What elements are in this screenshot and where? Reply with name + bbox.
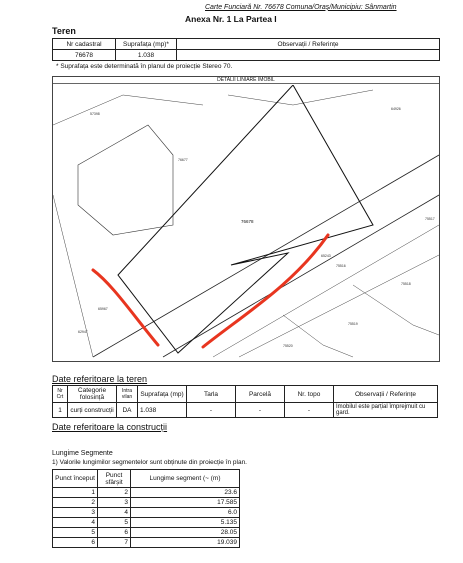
cell-length: 23.6 bbox=[131, 488, 240, 498]
label-76677: 76677 bbox=[178, 158, 188, 162]
referinte-teren-title: Date referitoare la teren bbox=[52, 374, 148, 384]
col-parcela: Parcelă bbox=[236, 386, 285, 403]
col-nr-crt: Nr Crt bbox=[53, 386, 68, 403]
cell-end: 7 bbox=[98, 538, 131, 548]
cell-length: 6.0 bbox=[131, 508, 240, 518]
label-64926: 64926 bbox=[391, 107, 401, 111]
table-row bbox=[53, 488, 240, 498]
cell-end: 3 bbox=[98, 498, 131, 508]
label-62947: 62947 bbox=[78, 330, 88, 334]
col-observatii-referinte: Observații / Referințe bbox=[334, 386, 438, 403]
plan-drawing bbox=[53, 85, 439, 361]
cell-length: 28.05 bbox=[131, 528, 240, 538]
cell-start: 3 bbox=[53, 508, 98, 518]
teren-section-title: Teren bbox=[52, 26, 76, 36]
cell-length: 5.135 bbox=[131, 518, 240, 528]
label-75517: 75517 bbox=[425, 217, 435, 221]
document-reference: Carte Funciară Nr. 76678 Comuna/Oraș/Municipiu: Sânmartin bbox=[205, 4, 397, 11]
referinte-constructii-title: Date referitoare la construcții bbox=[52, 422, 168, 432]
cell-nr-topo: - bbox=[285, 403, 334, 418]
table-row bbox=[53, 528, 240, 538]
table-row bbox=[53, 498, 240, 508]
neighbor-boundary-north bbox=[53, 95, 203, 125]
plan-title: DETALII LINIARE IMOBIL bbox=[53, 77, 439, 84]
cell-parcela: - bbox=[236, 403, 285, 418]
label-65967: 65967 bbox=[98, 307, 108, 311]
col-intravilan: Intra vilan bbox=[117, 386, 138, 403]
label-57398: 57398 bbox=[90, 112, 100, 116]
cell-suprafata: 1.038 bbox=[116, 50, 177, 61]
cell-end: 4 bbox=[98, 508, 131, 518]
cell-start: 2 bbox=[53, 498, 98, 508]
label-75516: 75516 bbox=[336, 264, 346, 268]
cell-end: 6 bbox=[98, 528, 131, 538]
lungime-subtitle: 1) Valorile lungimilor segmentelor sunt obținute din proiecție în plan. bbox=[52, 459, 247, 466]
col-suprafata-mp: Suprafața (mp) bbox=[138, 386, 187, 403]
cell-end: 5 bbox=[98, 518, 131, 528]
col-categorie: Categorie folosință bbox=[68, 386, 117, 403]
neighbor-boundary-75519 bbox=[283, 315, 353, 357]
cell-observatii bbox=[177, 50, 440, 61]
col-nr-topo: Nr. topo bbox=[285, 386, 334, 403]
col-punct-sfarsit: Punct sfârșit bbox=[98, 470, 131, 488]
cell-nr-crt: 1 bbox=[53, 403, 68, 418]
cell-categorie: curți construcții bbox=[68, 403, 117, 418]
table-row bbox=[53, 518, 240, 528]
annex-title: Anexa Nr. 1 La Partea I bbox=[185, 14, 277, 24]
table-row bbox=[53, 508, 240, 518]
neighbor-building-76677 bbox=[78, 125, 173, 235]
cell-tarla: - bbox=[187, 403, 236, 418]
label-65243: 65243 bbox=[321, 254, 331, 258]
col-tarla: Tarla bbox=[187, 386, 236, 403]
teren-footnote: * Suprafața este determinată în planul de proiecție Stereo 70. bbox=[56, 63, 233, 70]
label-76678: 76678 bbox=[241, 219, 254, 224]
cell-start: 1 bbox=[53, 488, 98, 498]
table-row bbox=[53, 538, 240, 548]
col-lungime: Lungime segment (~ (m) bbox=[131, 470, 240, 488]
cell-start: 5 bbox=[53, 528, 98, 538]
teren-table bbox=[52, 38, 440, 61]
cell-length: 19.039 bbox=[131, 538, 240, 548]
cell-intravilan: DA bbox=[117, 403, 138, 418]
label-75520: 75520 bbox=[283, 344, 293, 348]
fence-mark-south bbox=[203, 235, 328, 347]
referinte-teren-table bbox=[52, 385, 438, 418]
cell-suprafata-mp: 1.038 bbox=[138, 403, 187, 418]
label-75518: 75518 bbox=[401, 282, 411, 286]
lungime-title: Lungime Segmente bbox=[52, 450, 113, 457]
col-punct-inceput: Punct început bbox=[53, 470, 98, 488]
cell-nr-cadastral: 76678 bbox=[53, 50, 116, 61]
col-suprafata: Suprafața (mp)* bbox=[116, 39, 177, 50]
col-nr-cadastral: Nr cadastral bbox=[53, 39, 116, 50]
cell-start: 6 bbox=[53, 538, 98, 548]
lungime-table bbox=[52, 469, 240, 548]
cell-end: 2 bbox=[98, 488, 131, 498]
cell-length: 17.585 bbox=[131, 498, 240, 508]
cell-start: 4 bbox=[53, 518, 98, 528]
col-observatii: Observații / Referințe bbox=[177, 39, 440, 50]
cadastral-plan bbox=[52, 76, 440, 362]
cell-observatii-referinte: Imobilul este parțial împrejmuit cu gard. bbox=[334, 403, 438, 418]
label-75519: 75519 bbox=[348, 322, 358, 326]
